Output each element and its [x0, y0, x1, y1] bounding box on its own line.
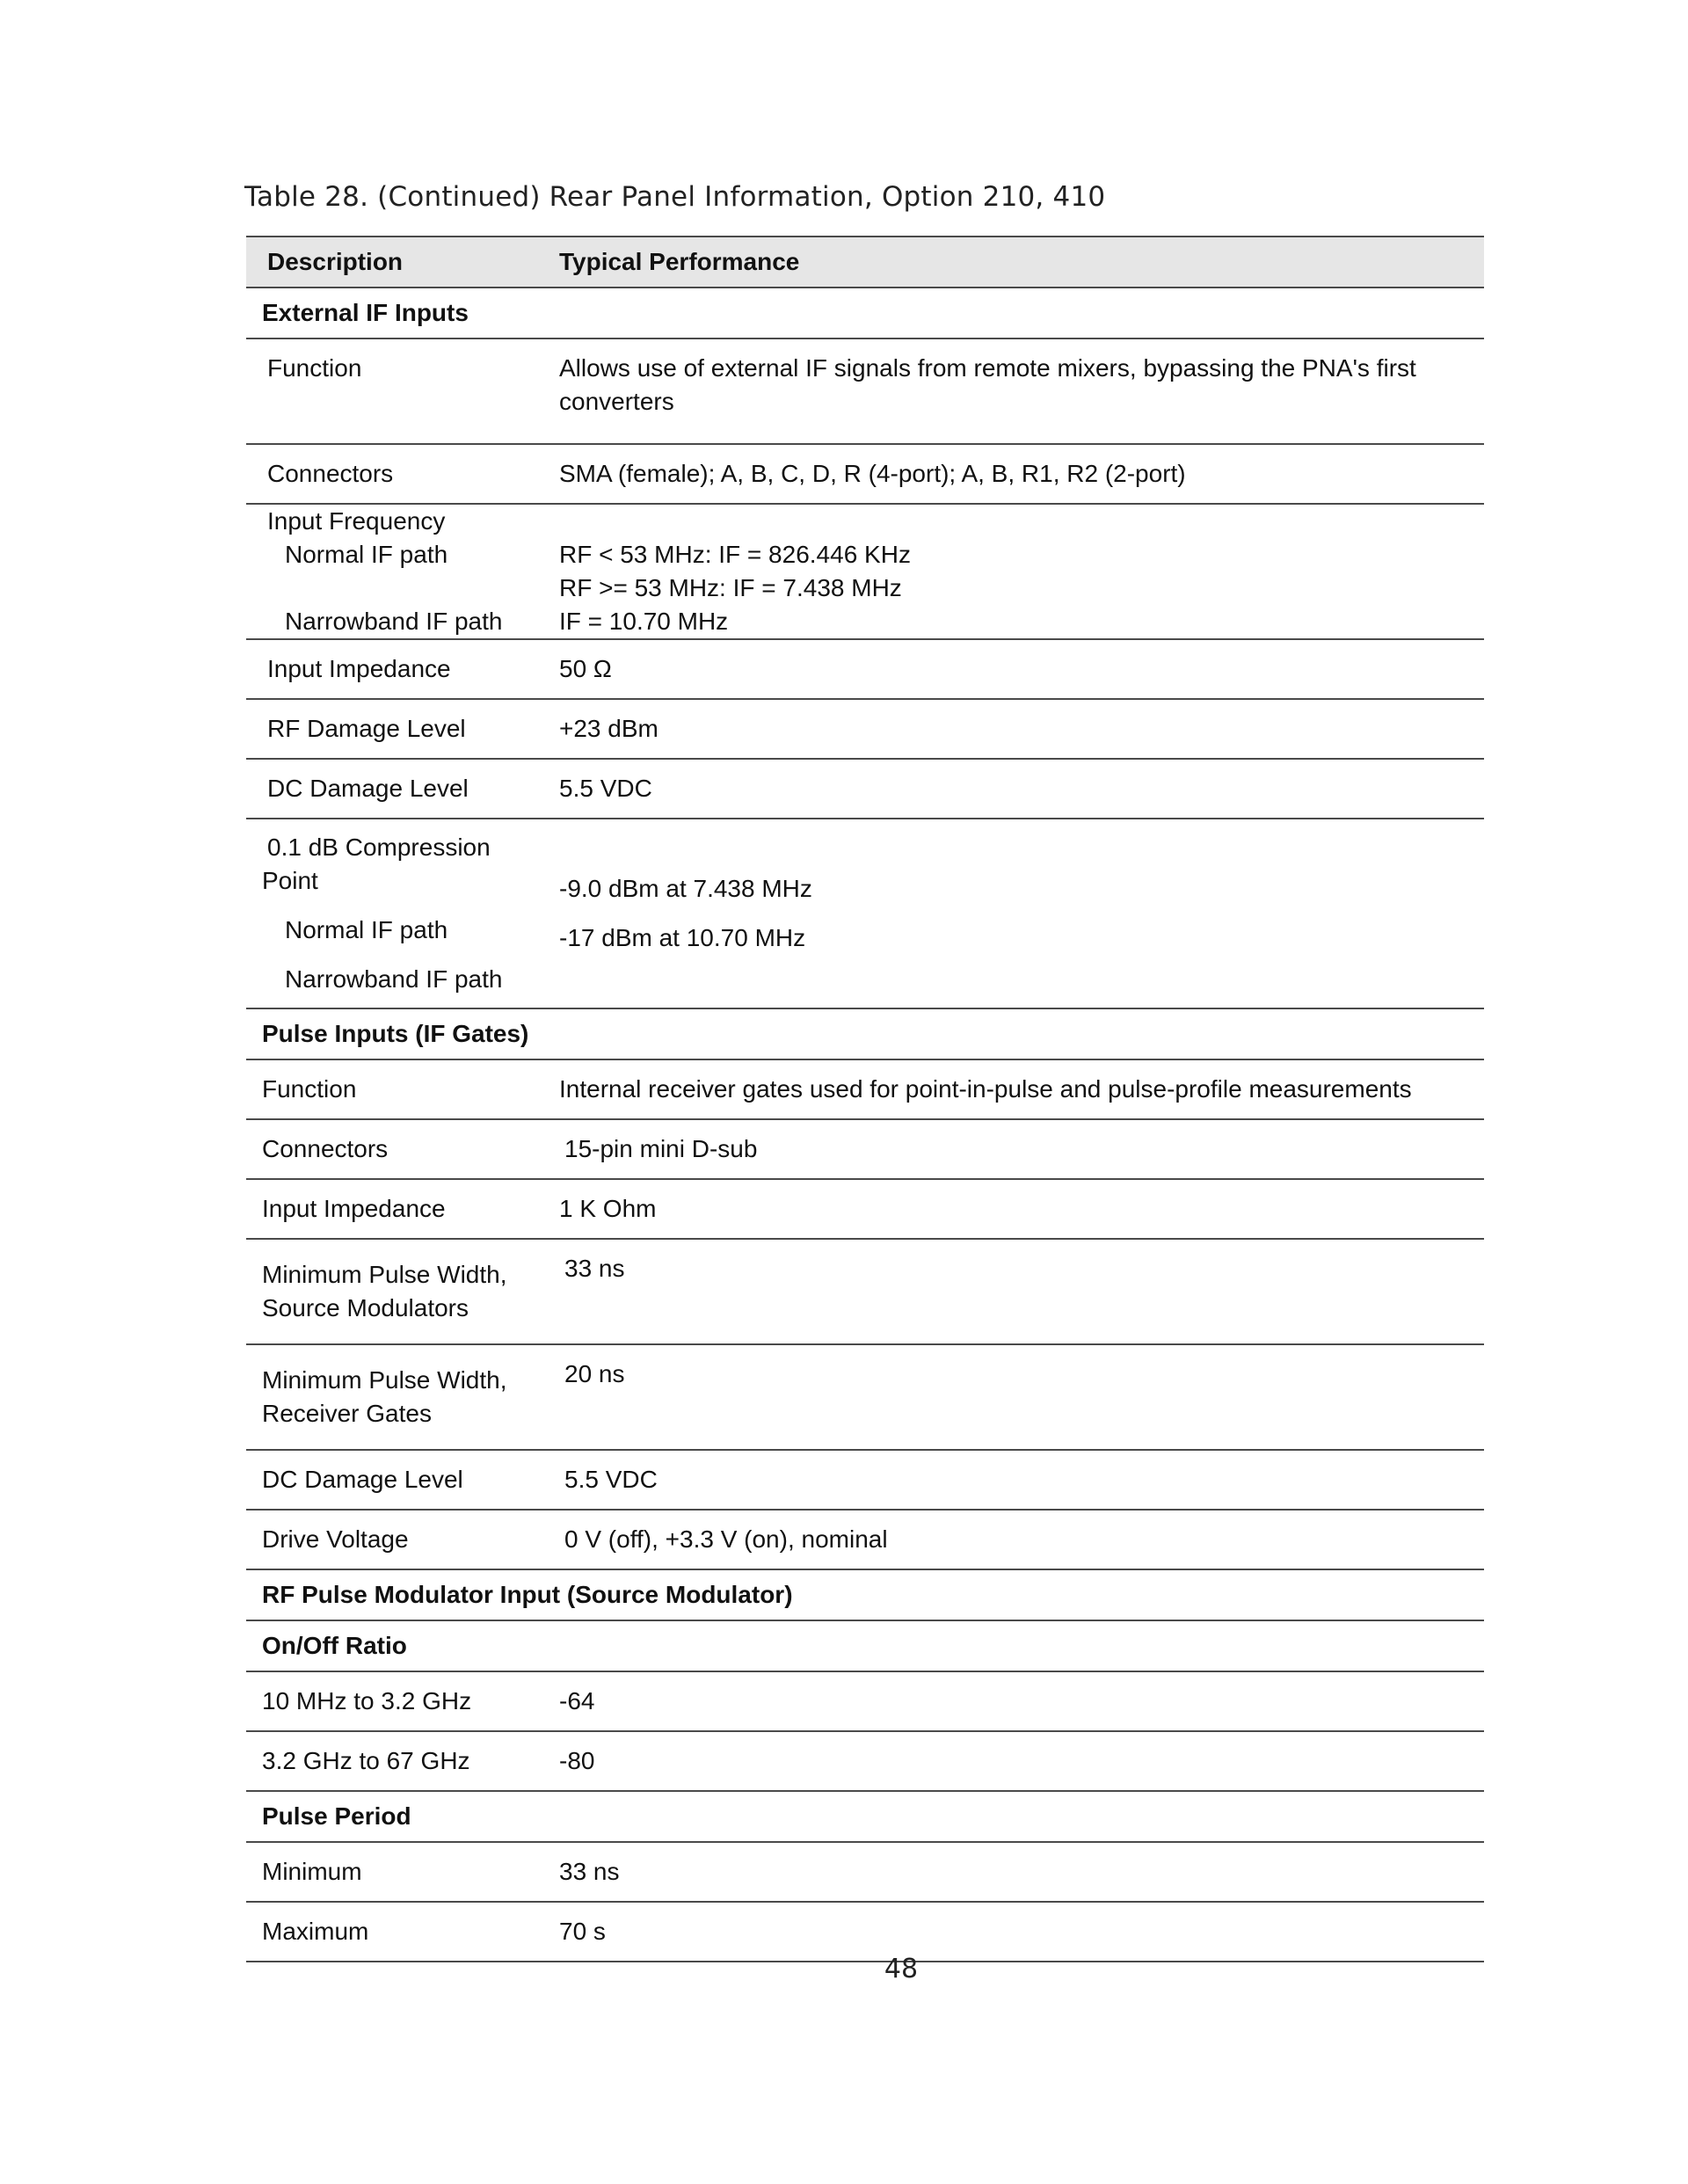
row-value: 50 Ω [542, 639, 1484, 699]
value-line: IF = 10.70 MHz [559, 608, 729, 635]
rear-panel-table [246, 236, 1484, 1962]
value-line: -9.0 dBm at 7.438 MHz [559, 875, 812, 902]
value-line: RF < 53 MHz: IF = 826.446 KHz [559, 541, 911, 568]
row-label: Function [246, 1059, 542, 1119]
table-row [246, 339, 1484, 444]
row-label: DC Damage Level [246, 759, 542, 819]
row-value: 5.5 VDC [542, 759, 1484, 819]
page-number: 48 [884, 1954, 919, 1984]
section-rf-pulse-modulator: RF Pulse Modulator Input (Source Modulator) [246, 1569, 1484, 1620]
section-row [246, 1620, 1484, 1671]
row-label: Minimum [246, 1842, 542, 1902]
row-value [542, 339, 1484, 444]
table-row [246, 444, 1484, 504]
table-row [246, 1731, 1484, 1791]
row-value: 15-pin mini D-sub [542, 1119, 1484, 1179]
row-value: SMA (female); A, B, C, D, R (4-port); A, B, R1, R2 (2-port) [542, 444, 1484, 504]
value-line: converters [559, 388, 674, 415]
row-label [246, 1239, 542, 1344]
row-value: 70 s [542, 1902, 1484, 1962]
table-header-row [246, 237, 1484, 288]
value-line: Allows use of external IF signals from remote mixers, bypassing the PNA's first [559, 354, 1416, 382]
row-label: Connectors [246, 1119, 542, 1179]
section-external-if-inputs: External IF Inputs [246, 288, 1484, 339]
row-value: 1 K Ohm [542, 1179, 1484, 1239]
row-label: Input Impedance [246, 1179, 542, 1239]
header-description: Description [246, 237, 542, 288]
label-subline: Narrowband IF path [285, 608, 503, 635]
value-line: -17 dBm at 10.70 MHz [559, 924, 806, 951]
table-row [246, 699, 1484, 759]
label-subline: Narrowband IF path [285, 965, 503, 993]
row-label: RF Damage Level [246, 699, 542, 759]
row-value: -64 [542, 1671, 1484, 1731]
label-line: Minimum Pulse Width, [262, 1261, 507, 1288]
row-label [246, 819, 542, 1008]
row-label: Maximum [246, 1902, 542, 1962]
row-label [246, 504, 542, 639]
row-label: 10 MHz to 3.2 GHz [246, 1671, 542, 1731]
row-value [542, 819, 1484, 1008]
section-pulse-inputs: Pulse Inputs (IF Gates) [246, 1008, 1484, 1059]
row-label: Function [246, 339, 542, 444]
row-label: DC Damage Level [246, 1450, 542, 1510]
row-label: Connectors [246, 444, 542, 504]
row-value: -80 [542, 1731, 1484, 1791]
section-row [246, 1569, 1484, 1620]
table-row [246, 1239, 1484, 1344]
table-row [246, 504, 1484, 639]
section-row [246, 288, 1484, 339]
row-label: Drive Voltage [246, 1510, 542, 1569]
table-row [246, 1450, 1484, 1510]
table-row [246, 639, 1484, 699]
table-row [246, 1119, 1484, 1179]
section-row [246, 1008, 1484, 1059]
row-value: 20 ns [542, 1344, 1484, 1450]
row-value: 33 ns [542, 1239, 1484, 1344]
table-row [246, 1344, 1484, 1450]
row-label [246, 1344, 542, 1450]
table-row [246, 759, 1484, 819]
label-line: Input Frequency [267, 507, 446, 535]
section-pulse-period: Pulse Period [246, 1791, 1484, 1842]
label-line: 0.1 dB Compression [267, 834, 491, 861]
row-label: 3.2 GHz to 67 GHz [246, 1731, 542, 1791]
row-value [542, 504, 1484, 639]
label-spacer [267, 571, 542, 605]
row-label: Input Impedance [246, 639, 542, 699]
label-line: Receiver Gates [262, 1400, 432, 1427]
table-row [246, 1902, 1484, 1962]
row-value: 33 ns [542, 1842, 1484, 1902]
label-subline: Normal IF path [285, 541, 448, 568]
table-row [246, 1842, 1484, 1902]
table-row [246, 1671, 1484, 1731]
value-line: RF >= 53 MHz: IF = 7.438 MHz [559, 574, 902, 601]
label-subline: Normal IF path [285, 916, 448, 943]
label-line: Minimum Pulse Width, [262, 1366, 507, 1394]
table-caption: Table 28. (Continued) Rear Panel Information, Option 210, 410 [244, 181, 1106, 213]
label-line: Source Modulators [262, 1294, 469, 1321]
header-typical-performance: Typical Performance [542, 237, 1484, 288]
table-row [246, 1510, 1484, 1569]
section-row [246, 1791, 1484, 1842]
row-value: 0 V (off), +3.3 V (on), nominal [542, 1510, 1484, 1569]
label-line: Point [262, 867, 318, 894]
table-row [246, 819, 1484, 1008]
section-on-off-ratio: On/Off Ratio [246, 1620, 1484, 1671]
value-spacer [559, 505, 1484, 538]
row-value: +23 dBm [542, 699, 1484, 759]
table-row [246, 1059, 1484, 1119]
row-value: Internal receiver gates used for point-in-pulse and pulse-profile measurements [542, 1059, 1484, 1119]
table-row [246, 1179, 1484, 1239]
row-value: 5.5 VDC [542, 1450, 1484, 1510]
